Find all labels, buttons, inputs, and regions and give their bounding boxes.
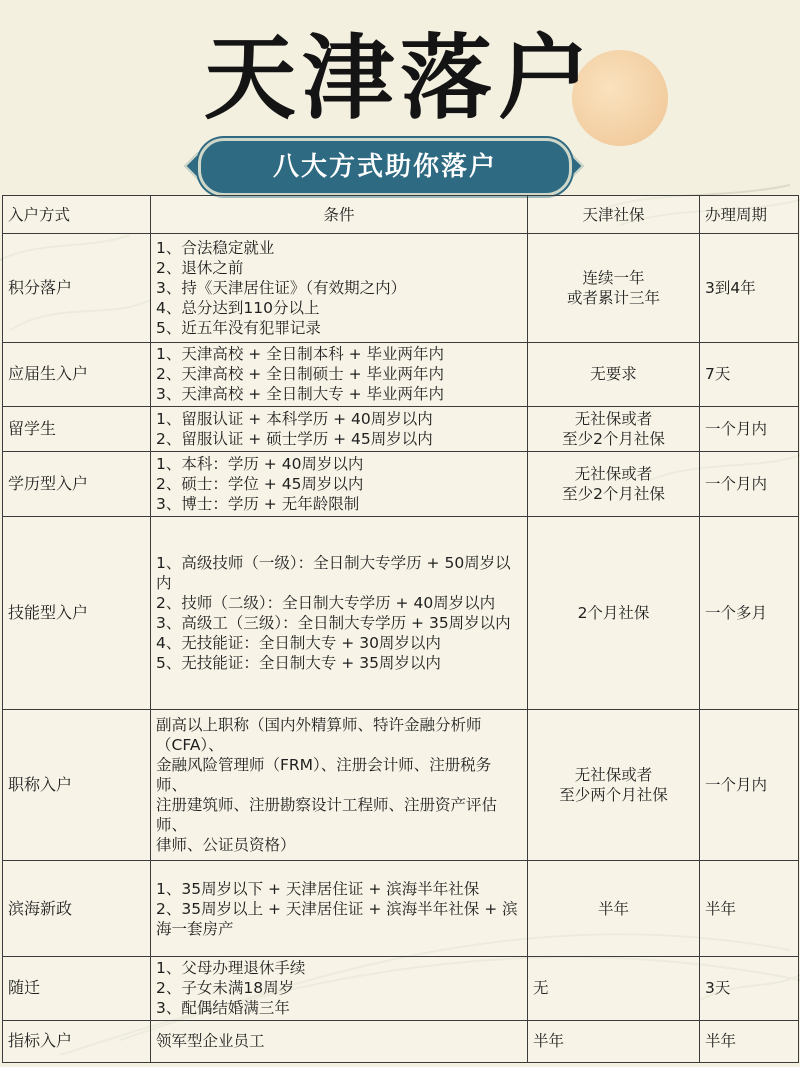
condition-line: 3、高级工（三级）：全日制大专学历 + 35周岁以内 — [156, 613, 511, 632]
row-period: 3到4年 — [700, 234, 799, 343]
social-line: 半年 — [597, 899, 629, 918]
social-line: 至少两个月社保 — [559, 785, 668, 804]
row-conditions — [151, 407, 528, 452]
row-period: 7天 — [700, 342, 799, 406]
condition-line: 1、高级技师（一级）：全日制大专学历 + 50周岁以内 — [156, 553, 511, 592]
social-line: 无 — [533, 979, 549, 998]
row-type: 随迁 — [3, 957, 151, 1020]
social-line: 至少2个月社保 — [562, 484, 665, 503]
condition-line: 金融风险管理师（FRM）、注册会计师、注册税务师、 — [156, 755, 492, 794]
row-type: 技能型入户 — [3, 516, 151, 709]
table-row — [3, 957, 799, 1020]
row-type: 职称入户 — [3, 709, 151, 860]
row-conditions — [151, 452, 528, 516]
row-social-security — [528, 709, 700, 860]
row-type: 应届生入户 — [3, 342, 151, 406]
social-line: 无社保或者 — [574, 464, 653, 483]
row-conditions — [151, 516, 528, 709]
row-social-security — [528, 234, 700, 343]
row-period: 半年 — [700, 860, 799, 957]
row-social-security — [528, 452, 700, 516]
row-period: 3天 — [700, 957, 799, 1020]
header-conditions: 条件 — [151, 196, 528, 234]
row-period: 一个月内 — [700, 407, 799, 452]
condition-line: 3、天津高校 + 全日制大专 + 毕业两年内 — [156, 385, 445, 404]
social-line: 或者累计三年 — [566, 288, 660, 307]
table-row — [3, 342, 799, 406]
condition-line: 3、配偶结婚满三年 — [156, 999, 290, 1018]
condition-line: 3、持《天津居住证》（有效期之内） — [156, 278, 407, 297]
condition-line: 副高以上职称（国内外精算师、特许金融分析师（CFA）、 — [156, 715, 482, 754]
condition-line: 律师、公证员资格） — [156, 835, 296, 854]
table-row — [3, 407, 799, 452]
social-line: 半年 — [533, 1032, 565, 1051]
table-row — [3, 234, 799, 343]
page-title: 天津落户 — [203, 24, 596, 132]
condition-line: 2、退休之前 — [156, 258, 244, 277]
condition-line: 2、子女未满18周岁 — [156, 979, 295, 998]
row-period: 一个月内 — [700, 709, 799, 860]
condition-line: 2、硕士：学位 + 45周岁以内 — [156, 474, 364, 493]
row-conditions — [151, 234, 528, 343]
social-line: 至少2个月社保 — [562, 430, 665, 449]
row-period: 半年 — [700, 1020, 799, 1062]
condition-line: 1、合法稳定就业 — [156, 238, 275, 257]
table-row — [3, 452, 799, 516]
condition-line: 1、留服认证 + 本科学历 + 40周岁以内 — [156, 410, 433, 429]
row-conditions — [151, 860, 528, 957]
table-header-row — [3, 196, 799, 234]
row-social-security — [528, 957, 700, 1020]
condition-line: 2、留服认证 + 硕士学历 + 45周岁以内 — [156, 430, 433, 449]
condition-line: 5、近五年没有犯罪记录 — [156, 318, 321, 337]
condition-line: 注册建筑师、注册勘察设计工程师、注册资产评估师、 — [156, 795, 498, 834]
condition-line: 2、35周岁以上 + 天津居住证 + 滨海半年社保 + 滨海一套房产 — [156, 899, 518, 938]
social-line: 2个月社保 — [577, 603, 650, 622]
row-period: 一个多月 — [700, 516, 799, 709]
row-type: 指标入户 — [3, 1020, 151, 1062]
table-row — [3, 516, 799, 709]
row-type: 学历型入户 — [3, 452, 151, 516]
condition-line: 4、总分达到110分以上 — [156, 298, 320, 317]
row-conditions — [151, 1020, 528, 1062]
settlement-table — [2, 195, 799, 1063]
row-social-security — [528, 860, 700, 957]
row-social-security — [528, 1020, 700, 1062]
social-line: 无社保或者 — [574, 765, 653, 784]
row-type: 留学生 — [3, 407, 151, 452]
header-type: 入户方式 — [3, 196, 151, 234]
condition-line: 1、父母办理退休手续 — [156, 959, 306, 978]
condition-line: 2、天津高校 + 全日制硕士 + 毕业两年内 — [156, 365, 445, 384]
social-line: 无社保或者 — [574, 410, 653, 429]
condition-line: 领军型企业员工 — [156, 1032, 265, 1051]
row-conditions — [151, 709, 528, 860]
table-row — [3, 860, 799, 957]
header-social-security: 天津社保 — [528, 196, 700, 234]
row-conditions — [151, 342, 528, 406]
header-period: 办理周期 — [700, 196, 799, 234]
row-type: 滨海新政 — [3, 860, 151, 957]
table-row — [3, 709, 799, 860]
row-social-security — [528, 516, 700, 709]
condition-line: 2、技师（二级）：全日制大专学历 + 40周岁以内 — [156, 593, 496, 612]
condition-line: 1、天津高校 + 全日制本科 + 毕业两年内 — [156, 345, 445, 364]
condition-line: 1、本科：学历 + 40周岁以内 — [156, 454, 364, 473]
social-line: 无要求 — [590, 365, 637, 384]
subtitle-banner: 八大方式助你落户 — [198, 138, 572, 196]
condition-line: 4、无技能证：全日制大专 + 30周岁以内 — [156, 633, 441, 652]
condition-line: 1、35周岁以下 + 天津居住证 + 滨海半年社保 — [156, 879, 480, 898]
row-social-security — [528, 407, 700, 452]
row-conditions — [151, 957, 528, 1020]
social-line: 连续一年 — [582, 268, 645, 287]
row-type: 积分落户 — [3, 234, 151, 343]
condition-line: 5、无技能证：全日制大专 + 35周岁以内 — [156, 653, 441, 672]
table-row — [3, 1020, 799, 1062]
row-period: 一个月内 — [700, 452, 799, 516]
row-social-security — [528, 342, 700, 406]
condition-line: 3、博士：学历 + 无年龄限制 — [156, 494, 360, 513]
